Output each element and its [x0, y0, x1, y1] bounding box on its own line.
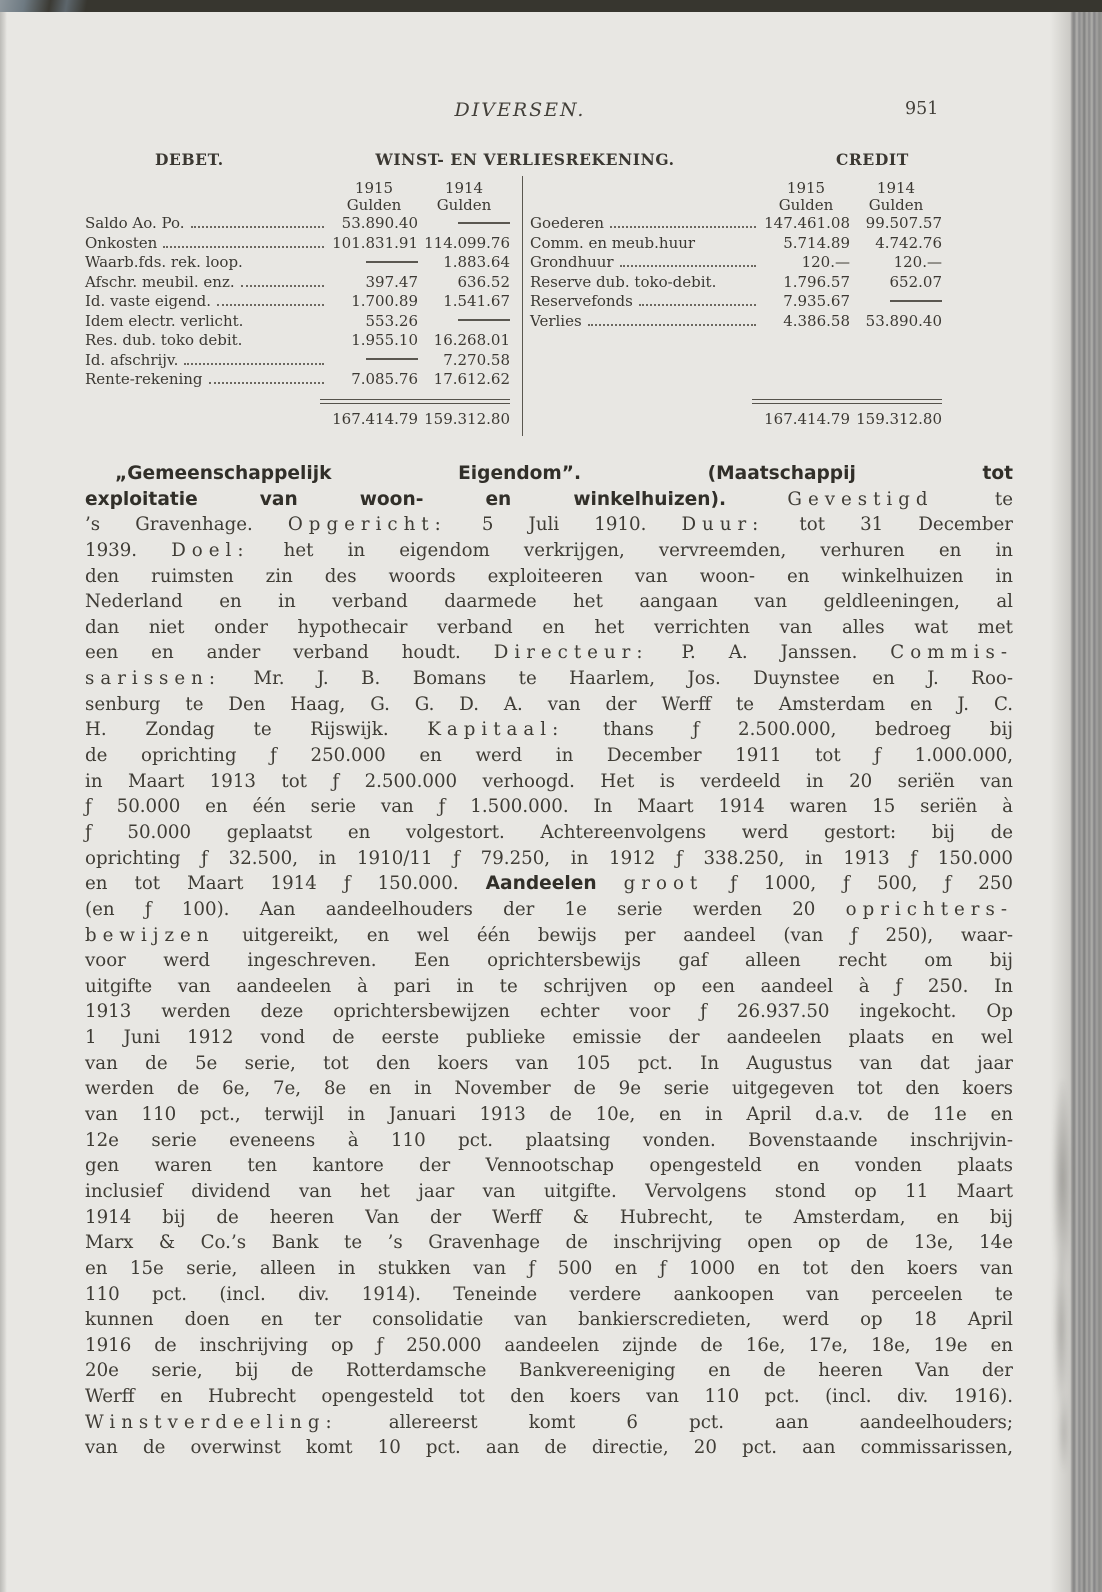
amount-1915: 1.700.89	[351, 292, 418, 310]
year-column-1915: 1915	[786, 179, 826, 197]
text-run: gen waren ten kantore der Vennootschap opengesteld en vonden plaats	[85, 1155, 1013, 1177]
text-run: werden de 6e, 7e, 8e en in November de 9e serie uitgegeven tot den koers	[85, 1078, 1013, 1100]
credit-section	[530, 180, 942, 428]
year-column-1914: 1914	[876, 179, 916, 197]
text-run: 110 pct. (incl. div. 1914). Teneinde verdere aankoopen van perceelen te	[85, 1283, 1013, 1305]
profit-loss-table	[85, 150, 1013, 428]
text-run: het in eigendom verkrijgen, vervreemden, verhuren en in	[249, 539, 1013, 561]
text-run: (en ƒ 100). Aan aandeelhouders der 1e serie werden 20	[85, 898, 846, 920]
dot-leader	[184, 363, 324, 365]
text-run: bewijzen	[85, 924, 215, 946]
total-amount-1914: 159.312.80	[856, 410, 942, 428]
amount-1915: 147.461.08	[764, 214, 850, 232]
text-run: Gevestigd	[787, 488, 934, 510]
dot-leader	[620, 265, 756, 267]
amount-1914: 636.52	[457, 272, 510, 291]
row-label: Comm. en meub.huur	[530, 233, 696, 252]
amount-1914	[418, 214, 510, 234]
table-row	[85, 331, 510, 351]
text-line	[85, 871, 1013, 897]
amount-1914: 1.883.64	[443, 253, 510, 271]
text-run: uitgereikt, en wel één bewijs per aandeel (van ƒ 250), waar-	[214, 924, 1013, 946]
year-column-1915: 1915	[354, 179, 394, 197]
text-run: „Gemeenschappelijk Eigendom”. (Maatschappij tot	[115, 463, 1013, 484]
text-run: oprichters-	[845, 898, 1013, 920]
amount-1914: 114.099.76	[424, 233, 510, 252]
text-line	[85, 974, 1013, 1000]
row-label: Res. dub. toko debit.	[85, 331, 243, 349]
text-line	[85, 461, 1013, 487]
amount-1915: 553.26	[365, 311, 418, 330]
amount-1915: 7.085.76	[351, 370, 418, 388]
currency-header-row	[530, 197, 942, 214]
amount-1915: 53.890.40	[341, 214, 418, 232]
dot-leader	[639, 304, 756, 306]
text-run: sarissen:	[85, 668, 222, 690]
table-divider	[522, 176, 523, 436]
nil-dash	[458, 319, 510, 321]
amount-1915: 7.935.67	[783, 292, 850, 310]
text-run: den ruimsten zin des woords exploiteeren van woon- en winkelhuizen in	[85, 565, 1013, 587]
text-line	[85, 666, 1013, 692]
running-head	[85, 99, 1013, 125]
debit-section	[85, 180, 510, 428]
text-line	[85, 1333, 1013, 1359]
scan-smudge	[1048, 1080, 1074, 1480]
text-line	[85, 564, 1013, 590]
amount-1915	[330, 351, 418, 371]
amount-1915: 101.831.91	[332, 233, 418, 252]
text-line	[85, 1025, 1013, 1051]
text-run: Opgericht:	[287, 514, 447, 536]
row-label: Reservefonds	[530, 292, 633, 310]
text-run: 20e serie, bij de Rotterdamsche Bankvereeniging en de heeren Van der	[85, 1360, 1013, 1382]
table-row	[85, 214, 510, 234]
amount-1914: 53.890.40	[865, 311, 942, 330]
year-header-row	[530, 180, 942, 197]
text-run: van de overwinst komt 10 pct. aan de directie, 20 pct. aan commissarissen,	[85, 1437, 1013, 1459]
scan-corner-streak	[0, 0, 110, 12]
text-run: Nederland en in verband daarmede het aangaan van geldleeningen, al	[85, 591, 1013, 613]
text-line	[85, 769, 1013, 795]
text-run: Commis-	[890, 642, 1013, 664]
text-line	[85, 1358, 1013, 1384]
text-run: 1913 werden deze oprichtersbewijzen echter voor ƒ 26.937.50 ingekocht. Op	[85, 1001, 1013, 1023]
text-run: thans ƒ 2.500.000, bedroeg bij	[564, 719, 1013, 741]
text-run: senburg te Den Haag, G. G. D. A. van der Werff te Amsterdam en J. C.	[85, 693, 1013, 715]
page-header-title: DIVERSEN.	[454, 99, 586, 121]
text-run: exploitatie van woon- en winkelhuizen).	[85, 488, 727, 510]
table-row	[85, 351, 510, 371]
text-run: groot	[623, 873, 704, 895]
nil-dash	[366, 358, 418, 360]
total-rule	[752, 399, 942, 404]
page-number: 951	[905, 99, 939, 119]
amount-1914: 1.541.67	[443, 292, 510, 310]
scan-left-edge	[0, 12, 7, 1592]
text-run: P. A. Janssen.	[648, 642, 891, 664]
text-line	[85, 999, 1013, 1025]
row-label: Saldo Ao. Po.	[85, 214, 185, 232]
text-line	[85, 1102, 1013, 1128]
currency-label: Gulden	[436, 196, 492, 214]
amount-1914: 652.07	[889, 272, 942, 291]
text-run: Kapitaal:	[427, 719, 565, 741]
amount-1915	[330, 253, 418, 273]
text-run: en tot Maart 1914 ƒ 150.000.	[85, 873, 486, 895]
text-run: Directeur:	[493, 642, 649, 664]
row-label: Rente-rekening	[85, 370, 203, 388]
text-run: Marx & Co.’s Bank te ’s Gravenhage de inschrijving open op de 13e, 14e	[85, 1232, 1013, 1254]
table-row	[85, 292, 510, 312]
text-run: tot 31 December	[764, 514, 1013, 536]
text-run: Doel:	[171, 539, 250, 561]
table-row	[530, 312, 942, 332]
dot-leader	[191, 226, 324, 228]
text-run: 5 Juli 1910.	[446, 514, 682, 536]
table-row	[530, 253, 942, 273]
dot-leader	[241, 285, 324, 287]
nil-dash	[890, 300, 942, 302]
text-line	[85, 1076, 1013, 1102]
table-row	[85, 312, 510, 332]
dot-leader	[163, 246, 324, 248]
table-row	[530, 273, 942, 293]
total-amount-1914: 159.312.80	[424, 410, 510, 428]
scan-top-edge	[0, 0, 1102, 12]
text-run: kunnen doen en ter consolidatie van bankierscredieten, werd op 18 April	[85, 1309, 1013, 1331]
text-line	[85, 589, 1013, 615]
table-row	[530, 234, 942, 254]
text-run: Winstverdeeling:	[85, 1411, 338, 1433]
dot-leader	[217, 304, 324, 306]
text-line	[85, 1435, 1013, 1461]
text-line	[85, 512, 1013, 538]
book-page-edges	[1070, 0, 1102, 1592]
text-run: in Maart 1913 tot ƒ 2.500.000 verhoogd. Het is verdeeld in 20 seriën van	[85, 770, 1013, 792]
row-label: Id. vaste eigend.	[85, 292, 212, 310]
text-run: ƒ 1000, ƒ 500, ƒ 250	[703, 873, 1013, 895]
row-label: Onkosten	[85, 233, 158, 252]
text-run: oprichting ƒ 32.500, in 1910/11 ƒ 79.250, in 1912 ƒ 338.250, in 1913 ƒ 150.000	[85, 847, 1013, 869]
text-line	[85, 948, 1013, 974]
row-label: Id. afschrijv.	[85, 350, 179, 369]
text-run: dan niet onder hypothecair verband en het verrichten van alles wat met	[85, 616, 1013, 638]
row-label: Goederen	[530, 214, 605, 232]
text-line	[85, 1179, 1013, 1205]
table-row	[530, 214, 942, 234]
year-header-row	[85, 180, 510, 197]
currency-header-row	[85, 197, 510, 214]
row-label: Waarb.fds. rek. loop.	[85, 253, 243, 271]
text-line	[85, 1051, 1013, 1077]
text-line	[85, 717, 1013, 743]
text-run: Duur:	[681, 514, 765, 536]
text-line	[85, 615, 1013, 641]
table-row	[85, 253, 510, 273]
text-line	[85, 1410, 1013, 1436]
text-line	[85, 923, 1013, 949]
text-line	[85, 897, 1013, 923]
credit-heading: CREDIT	[836, 150, 909, 169]
currency-label: Gulden	[868, 196, 924, 214]
text-run: 1 Juni 1912 vond de eerste publieke emissie der aandeelen plaats en wel	[85, 1027, 1013, 1049]
text-line	[85, 487, 1013, 513]
dot-leader	[209, 382, 324, 384]
text-run: en 15e serie, alleen in stukken van ƒ 500 en ƒ 1000 en tot den koers van	[85, 1257, 1013, 1279]
text-run: ’s Gravenhage.	[85, 514, 288, 536]
total-rule	[320, 399, 510, 404]
text-run: Aandeelen	[485, 873, 597, 895]
text-line	[85, 1205, 1013, 1231]
text-run: 1914 bij de heeren Van der Werff & Hubrecht, te Amsterdam, en bij	[85, 1206, 1013, 1228]
article-body	[85, 461, 1013, 1461]
currency-label: Gulden	[778, 196, 834, 214]
text-run: te	[933, 488, 1013, 510]
table-row	[85, 234, 510, 254]
amount-1914	[850, 292, 942, 312]
text-run	[726, 489, 787, 510]
amount-1914: 7.270.58	[443, 350, 510, 369]
row-label: Idem electr. verlicht.	[85, 311, 244, 330]
text-line	[85, 1307, 1013, 1333]
text-line	[85, 794, 1013, 820]
amount-1915: 120.—	[801, 253, 850, 271]
text-line	[85, 640, 1013, 666]
row-label: Verlies	[530, 311, 582, 330]
amount-1914	[418, 312, 510, 332]
total-amount-1915: 167.414.79	[764, 410, 850, 428]
amount-1914: 120.—	[893, 253, 942, 271]
amount-1914: 4.742.76	[875, 233, 942, 252]
year-column-1914: 1914	[444, 179, 484, 197]
row-label: Afschr. meubil. enz.	[85, 272, 235, 291]
text-run: 12e serie eveneens à 110 pct. plaatsing vonden. Bovenstaande inschrijvin-	[85, 1129, 1013, 1151]
text-line	[85, 1230, 1013, 1256]
amount-1914: 17.612.62	[433, 370, 510, 388]
table-row	[85, 273, 510, 293]
amount-1915: 1.796.57	[783, 272, 850, 291]
text-line	[85, 692, 1013, 718]
text-run: 1939.	[85, 539, 172, 561]
credit-total	[530, 399, 942, 428]
text-run: van de 5e serie, tot den koers van 105 pct. In Augustus van dat jaar	[85, 1052, 1013, 1074]
text-run: allereerst komt 6 pct. aan aandeelhouders;	[337, 1411, 1013, 1433]
text-run: ƒ 50.000 geplaatst en volgestort. Achtereenvolgens werd gestort: bij de	[85, 821, 1013, 843]
text-line	[85, 820, 1013, 846]
text-run: een en ander verband houdt.	[85, 642, 494, 664]
text-line	[85, 1282, 1013, 1308]
text-run: Mr. J. B. Bomans te Haarlem, Jos. Duynstee en J. Roo-	[221, 668, 1013, 690]
table-row	[530, 292, 942, 312]
total-amount-1915: 167.414.79	[332, 410, 418, 428]
row-label: Reserve dub. toko-debit.	[530, 272, 717, 291]
text-line	[85, 1256, 1013, 1282]
text-line	[85, 743, 1013, 769]
text-run: voor werd ingeschreven. Een oprichtersbewijs gaf alleen recht om bij	[85, 950, 1013, 972]
text-run: 1916 de inschrijving op ƒ 250.000 aandeelen zijnde de 16e, 17e, 18e, 19e en	[85, 1334, 1013, 1356]
amount-1915: 397.47	[365, 272, 418, 291]
dot-leader	[610, 226, 756, 228]
amount-1914: 16.268.01	[433, 331, 510, 349]
text-line	[85, 1153, 1013, 1179]
dot-leader	[588, 324, 756, 326]
nil-dash	[366, 261, 418, 263]
text-run: inclusief dividend van het jaar van uitgifte. Vervolgens stond op 11 Maart	[85, 1180, 1013, 1202]
table-header-row	[85, 150, 1013, 172]
text-run: de oprichting ƒ 250.000 en werd in December 1911 tot ƒ 1.000.000,	[85, 745, 1013, 767]
text-line	[85, 538, 1013, 564]
nil-dash	[458, 222, 510, 224]
text-run: uitgifte van aandeelen à pari in te schrijven op een aandeel à ƒ 250. In	[85, 975, 1013, 997]
text-line	[85, 1384, 1013, 1410]
amount-1915: 4.386.58	[783, 311, 850, 330]
amount-1915: 1.955.10	[351, 331, 418, 349]
text-line	[85, 846, 1013, 872]
table-title: WINST- EN VERLIESREKENING.	[375, 150, 675, 169]
text-run: H. Zondag te Rijswijk.	[85, 719, 428, 741]
amount-1915: 5.714.89	[783, 233, 850, 252]
amount-1914: 99.507.57	[865, 214, 942, 232]
text-run: van 110 pct., terwijl in Januari 1913 de 10e, en in April d.a.v. de 11e en	[85, 1104, 1013, 1126]
text-run: ƒ 50.000 en één serie van ƒ 1.500.000. In Maart 1914 waren 15 seriën à	[85, 796, 1013, 818]
text-run	[597, 873, 624, 894]
text-line	[85, 1128, 1013, 1154]
text-run: Werff en Hubrecht opengesteld tot den koers van 110 pct. (incl. div. 1916).	[85, 1386, 1013, 1408]
currency-label: Gulden	[346, 196, 402, 214]
table-row	[85, 370, 510, 390]
debit-total	[85, 399, 510, 428]
debit-heading: DEBET.	[155, 150, 224, 169]
row-label: Grondhuur	[530, 253, 614, 271]
